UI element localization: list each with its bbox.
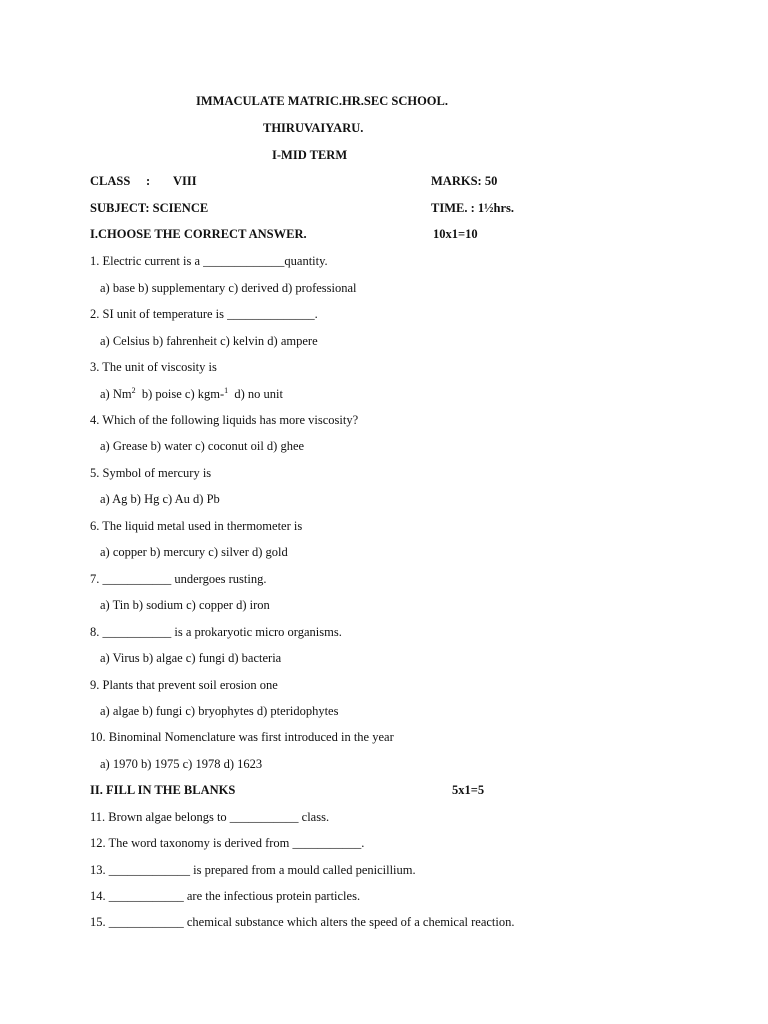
section2-title: II. FILL IN THE BLANKS	[90, 783, 236, 797]
options-6: a) copper b) mercury c) silver d) gold	[100, 545, 288, 559]
question-7: 7. ___________ undergoes rusting.	[90, 572, 267, 586]
option-a-superscript: 2	[131, 385, 136, 395]
question-13: 13. _____________ is prepared from a mould called penicillium.	[90, 863, 416, 877]
option-c-superscript: 1	[224, 385, 229, 395]
exam-title: I-MID TERM	[272, 148, 348, 162]
section1-marks: 10x1=10	[433, 227, 478, 241]
question-8: 8. ___________ is a prokaryotic micro organisms.	[90, 625, 342, 639]
class-label: CLASS	[90, 174, 131, 188]
options-3	[100, 386, 283, 402]
options-2: a) Celsius b) fahrenheit c) kelvin d) ampere	[100, 334, 318, 348]
question-3: 3. The unit of viscosity is	[90, 360, 217, 374]
option-a-text: a) Nm	[100, 387, 132, 401]
section2-marks: 5x1=5	[452, 783, 485, 797]
question-9: 9. Plants that prevent soil erosion one	[90, 678, 278, 692]
option-end-text: d) no unit	[228, 387, 283, 401]
section1-title: I.CHOOSE THE CORRECT ANSWER.	[90, 227, 307, 241]
school-name: IMMACULATE MATRIC.HR.SEC SCHOOL.	[196, 94, 448, 108]
time-allowed: TIME. : 1½hrs.	[431, 201, 514, 215]
options-9: a) algae b) fungi c) bryophytes d) pteridophytes	[100, 704, 339, 718]
question-6: 6. The liquid metal used in thermometer is	[90, 519, 303, 533]
question-14: 14. ____________ are the infectious protein particles.	[90, 889, 361, 903]
class-value: VIII	[173, 174, 197, 188]
subject: SUBJECT: SCIENCE	[90, 201, 209, 215]
options-7: a) Tin b) sodium c) copper d) iron	[100, 598, 270, 612]
options-8: a) Virus b) algae c) fungi d) bacteria	[100, 651, 282, 665]
options-10: a) 1970 b) 1975 c) 1978 d) 1623	[100, 757, 263, 771]
school-place: THIRUVAIYARU.	[263, 121, 364, 135]
options-5: a) Ag b) Hg c) Au d) Pb	[100, 492, 220, 506]
question-2: 2. SI unit of temperature is ______________.	[90, 307, 318, 321]
question-15: 15. ____________ chemical substance which alters the speed of a chemical reaction.	[90, 915, 515, 929]
question-5: 5. Symbol of mercury is	[90, 466, 212, 480]
question-12: 12. The word taxonomy is derived from ___________.	[90, 836, 365, 850]
option-mid-text: b) poise c) kgm-	[135, 387, 225, 401]
question-4: 4. Which of the following liquids has more viscosity?	[90, 413, 359, 427]
marks-total: MARKS: 50	[431, 174, 498, 188]
options-4: a) Grease b) water c) coconut oil d) ghee	[100, 439, 305, 453]
question-10: 10. Binominal Nomenclature was first introduced in the year	[90, 730, 394, 744]
question-11: 11. Brown algae belongs to ___________ class.	[90, 810, 330, 824]
class-separator: :	[146, 174, 151, 188]
question-1: 1. Electric current is a _____________quantity.	[90, 254, 328, 268]
options-1: a) base b) supplementary c) derived d) professional	[100, 281, 357, 295]
